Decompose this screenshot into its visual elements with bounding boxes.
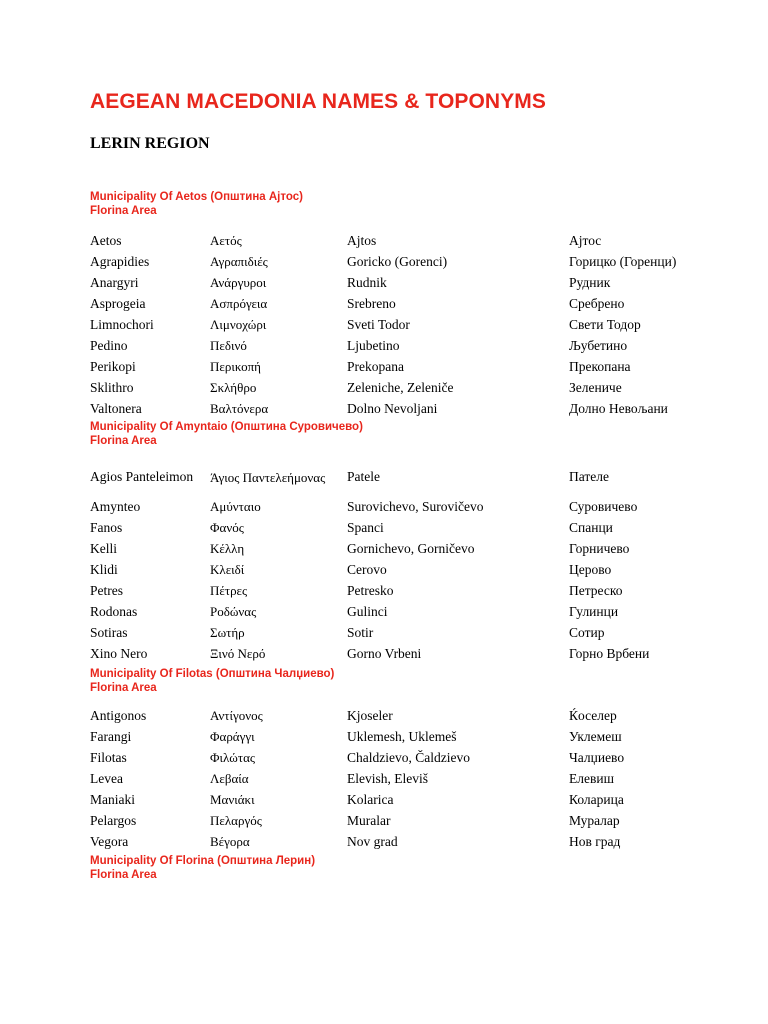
cyrillic-name-cell: Ајтос	[569, 232, 602, 248]
english-name-cell: Rodonas	[90, 604, 138, 620]
cyrillic-name-cell: Мурaлар	[569, 813, 620, 829]
greek-name-cell: Κλειδί	[210, 561, 245, 577]
table-row	[90, 251, 710, 272]
english-name-cell: Pelargos	[90, 813, 137, 829]
area-heading: Florina Area	[90, 682, 157, 694]
english-name-cell: Klidi	[90, 561, 118, 577]
greek-name-cell: Ανάργυροι	[210, 274, 267, 290]
latin-macedonian-name-cell: Muralar	[347, 813, 391, 829]
area-heading: Florina Area	[90, 869, 157, 881]
municipality-heading: Municipality Of Filotas (Општина Чалџиево)	[90, 668, 335, 680]
latin-macedonian-name-cell: Chaldzievo, Čaldzievo	[347, 749, 470, 765]
table-row	[90, 458, 710, 496]
municipality-heading: Municipality Of Florina (Општина Лерин)	[90, 855, 316, 867]
greek-name-cell: Ροδώνας	[210, 604, 257, 620]
latin-macedonian-name-cell: Zeleniche, Zeleniče	[347, 380, 454, 396]
greek-name-cell: Φιλώτας	[210, 749, 256, 765]
english-name-cell: Levea	[90, 770, 123, 786]
greek-name-cell: Σκλήθρο	[210, 380, 257, 396]
table-row	[90, 705, 710, 726]
table-row	[90, 399, 710, 420]
toponym-table	[90, 230, 710, 420]
english-name-cell: Agios Panteleimon	[90, 469, 194, 484]
latin-macedonian-name-cell: Petresko	[347, 582, 394, 598]
greek-name-cell: Κέλλη	[210, 540, 245, 556]
english-name-cell: Vegora	[90, 834, 129, 850]
cyrillic-name-cell: Сотир	[569, 625, 605, 641]
cyrillic-name-cell: Церово	[569, 561, 612, 577]
municipality-heading: Municipality Of Aetos (Општина Ајтос)	[90, 191, 303, 203]
table-row	[90, 601, 710, 622]
table-row	[90, 335, 710, 356]
greek-name-cell: Ξινό Νερό	[210, 646, 266, 662]
latin-macedonian-name-cell: Kolarica	[347, 791, 394, 807]
latin-macedonian-name-cell: Prekopana	[347, 359, 404, 375]
table-row	[90, 810, 710, 831]
latin-macedonian-name-cell: Patele	[347, 469, 380, 484]
table-row	[90, 726, 710, 747]
document-title: AEGEAN MACEDONIA NAMES & TOPONYMS	[90, 90, 546, 113]
latin-macedonian-name-cell: Sotir	[347, 625, 374, 641]
greek-name-cell: Ασπρόγεια	[210, 295, 268, 311]
table-row	[90, 538, 710, 559]
section-amyntaio	[90, 420, 710, 665]
english-name-cell: Fanos	[90, 519, 123, 535]
greek-name-cell: Λιμνοχώρι	[210, 316, 267, 332]
cyrillic-name-cell: Долно Невољани	[569, 401, 668, 417]
table-row	[90, 357, 710, 378]
english-name-cell: Asprogeia	[90, 295, 146, 311]
toponym-table	[90, 458, 710, 665]
greek-name-cell: Αμύνταιο	[210, 498, 261, 514]
latin-macedonian-name-cell: Goricko (Gorenci)	[347, 253, 448, 269]
english-name-cell: Petres	[90, 582, 123, 598]
cyrillic-name-cell: Чалџиево	[569, 749, 625, 765]
english-name-cell: Filotas	[90, 749, 127, 765]
table-row	[90, 623, 710, 644]
table-row	[90, 580, 710, 601]
table-row	[90, 378, 710, 399]
latin-macedonian-name-cell: Srebreno	[347, 295, 396, 311]
english-name-cell: Aetos	[90, 232, 122, 248]
table-row	[90, 293, 710, 314]
section-florina	[90, 854, 710, 882]
greek-name-cell: Βαλτόνερα	[210, 401, 269, 417]
cyrillic-name-cell: Рудник	[569, 274, 611, 290]
greek-name-cell: Πέτρες	[210, 582, 248, 598]
section-filotas	[90, 667, 710, 853]
area-heading: Florina Area	[90, 435, 157, 447]
latin-macedonian-name-cell: Cerovo	[347, 561, 387, 577]
english-name-cell: Valtonera	[90, 401, 142, 417]
table-row	[90, 644, 710, 665]
greek-name-cell: Βέγορα	[210, 834, 250, 850]
latin-macedonian-name-cell: Ajtos	[347, 232, 377, 248]
english-name-cell: Limnochori	[90, 316, 154, 332]
table-row	[90, 496, 710, 517]
table-row	[90, 272, 710, 293]
greek-name-cell: Αντίγονος	[210, 707, 263, 723]
latin-macedonian-name-cell: Gornichevo, Gorničevo	[347, 540, 475, 556]
english-name-cell: Xino Nero	[90, 646, 148, 662]
greek-name-cell: Αετός	[210, 232, 242, 248]
section-aetos	[90, 190, 710, 420]
english-name-cell: Maniaki	[90, 791, 135, 807]
latin-macedonian-name-cell: Surovichevo, Surovičevo	[347, 498, 484, 514]
latin-macedonian-name-cell: Dolno Nevoljani	[347, 401, 438, 417]
latin-macedonian-name-cell: Kjoseler	[347, 707, 393, 723]
cyrillic-name-cell: Нов град	[569, 834, 621, 850]
cyrillic-name-cell: Сребрено	[569, 295, 625, 311]
cyrillic-name-cell: Горно Врбени	[569, 646, 650, 662]
latin-macedonian-name-cell: Spanci	[347, 519, 384, 535]
greek-name-cell: Περικοπή	[210, 359, 261, 375]
table-row	[90, 559, 710, 580]
cyrillic-name-cell: Горничево	[569, 540, 630, 556]
english-name-cell: Pedino	[90, 338, 128, 354]
english-name-cell: Sotiras	[90, 625, 128, 641]
cyrillic-name-cell: Зеленичe	[569, 380, 622, 396]
table-row	[90, 314, 710, 335]
cyrillic-name-cell: Гулинци	[569, 604, 619, 620]
latin-macedonian-name-cell: Uklemesh, Uklemeš	[347, 728, 457, 744]
greek-name-cell: Φαράγγι	[210, 728, 255, 744]
greek-name-cell: Πεδινό	[210, 338, 247, 354]
english-name-cell: Anargyri	[90, 274, 139, 290]
greek-name-cell: Αγραπιδιές	[210, 253, 268, 269]
latin-macedonian-name-cell: Nov grad	[347, 834, 398, 850]
table-row	[90, 832, 710, 853]
english-name-cell: Farangi	[90, 728, 132, 744]
municipality-heading: Municipality Of Amyntaio (Општина Суровичево)	[90, 421, 363, 433]
cyrillic-name-cell: Ќоселер	[569, 707, 617, 723]
table-row	[90, 789, 710, 810]
region-title: LERIN REGION	[90, 135, 210, 152]
english-name-cell: Kelli	[90, 540, 117, 556]
english-name-cell: Sklithro	[90, 380, 134, 396]
cyrillic-name-cell: Прекопана	[569, 359, 631, 375]
greek-name-cell: Πελαργός	[210, 813, 262, 829]
cyrillic-name-cell: Уклемеш	[569, 728, 622, 744]
cyrillic-name-cell: Горицко (Горенци)	[569, 253, 677, 269]
area-heading: Florina Area	[90, 205, 157, 217]
cyrillic-name-cell: Коларица	[569, 791, 624, 807]
cyrillic-name-cell: Петреско	[569, 582, 623, 598]
latin-macedonian-name-cell: Gulinci	[347, 604, 388, 620]
english-name-cell: Amynteo	[90, 498, 141, 514]
latin-macedonian-name-cell: Gorno Vrbeni	[347, 646, 422, 662]
cyrillic-name-cell: Елевиш	[569, 770, 614, 786]
greek-name-cell: Φανός	[210, 519, 244, 535]
greek-name-cell: Μανιάκι	[210, 791, 255, 807]
latin-macedonian-name-cell: Elevish, Eleviš	[347, 770, 428, 786]
cyrillic-name-cell: Спанци	[569, 519, 613, 535]
english-name-cell: Agrapidies	[90, 253, 150, 269]
english-name-cell: Perikopi	[90, 359, 136, 375]
table-row	[90, 768, 710, 789]
english-name-cell: Antigonos	[90, 707, 147, 723]
cyrillic-name-cell: Љубетино	[569, 338, 628, 354]
cyrillic-name-cell: Свети Тодор	[569, 316, 641, 332]
table-row	[90, 747, 710, 768]
cyrillic-name-cell: Пателе	[569, 469, 610, 484]
greek-name-cell: Άγιος Παντελεήμονας	[210, 469, 326, 485]
toponym-table	[90, 705, 710, 853]
table-row	[90, 230, 710, 251]
latin-macedonian-name-cell: Rudnik	[347, 274, 387, 290]
latin-macedonian-name-cell: Sveti Todor	[347, 316, 410, 332]
latin-macedonian-name-cell: Ljubetino	[347, 338, 400, 354]
table-row	[90, 517, 710, 538]
cyrillic-name-cell: Суровичево	[569, 498, 638, 514]
greek-name-cell: Λεβαία	[210, 770, 249, 786]
greek-name-cell: Σωτήρ	[210, 625, 245, 641]
